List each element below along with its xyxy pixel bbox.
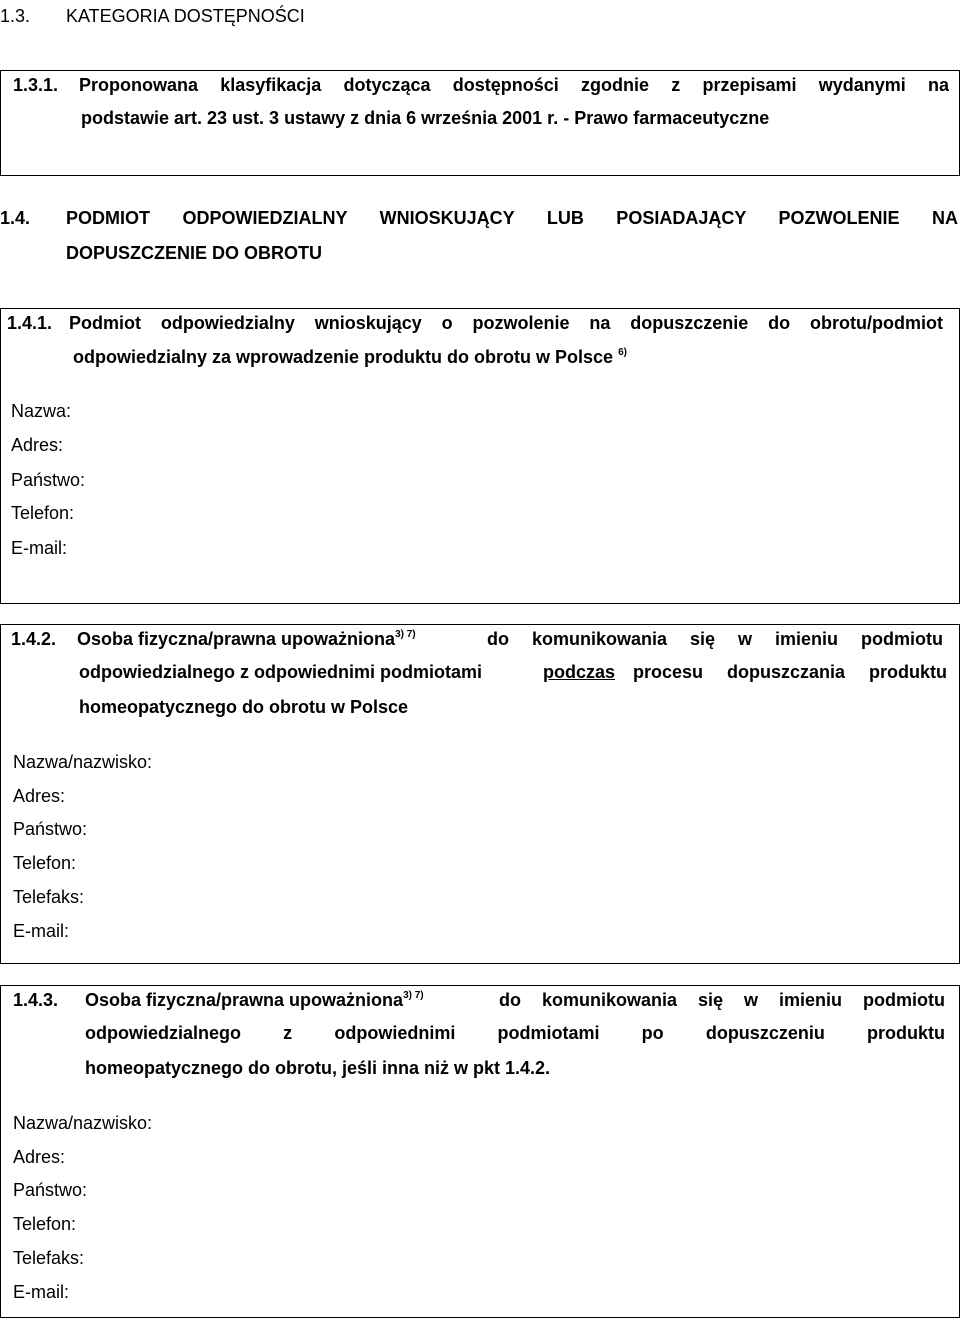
field-nazwa-nazwisko: Nazwa/nazwisko: bbox=[13, 1113, 153, 1133]
field-telefaks: Telefaks: bbox=[13, 887, 85, 907]
item-text-b: do komunikowania się w imieniu podmiotu bbox=[487, 629, 943, 649]
item-text-line-1: Podmiot odpowiedzialny wnioskujący o pozwolenie na dopuszczenie do obrotu/podmiot bbox=[69, 313, 943, 333]
field-telefon: Telefon: bbox=[11, 503, 75, 523]
section-number: 1.3. bbox=[0, 6, 31, 26]
field-telefon: Telefon: bbox=[13, 1214, 77, 1234]
item-number: 1.3.1. bbox=[13, 75, 59, 95]
item-text-line-3: homeopatycznego do obrotu w Polsce bbox=[79, 697, 409, 717]
box-1-4-3 bbox=[0, 985, 960, 1318]
item-text-line-2 bbox=[79, 661, 945, 683]
section-number: 1.4. bbox=[0, 208, 31, 228]
item-text-line-1 bbox=[85, 989, 945, 1011]
field-adres: Adres: bbox=[13, 1147, 66, 1167]
item-text: odpowiedzialny za wprowadzenie produktu do obrotu w Polsce bbox=[73, 347, 614, 367]
field-email: E-mail: bbox=[11, 538, 68, 558]
item-number: 1.4.1. bbox=[7, 313, 53, 333]
item-text-a: Osoba fizyczna/prawna upoważniona bbox=[85, 990, 404, 1010]
item-text-line-3: homeopatycznego do obrotu, jeśli inna niż w pkt 1.4.2. bbox=[85, 1058, 551, 1078]
field-adres: Adres: bbox=[13, 786, 66, 806]
field-panstwo: Państwo: bbox=[13, 1180, 88, 1200]
field-email: E-mail: bbox=[13, 1282, 70, 1302]
field-telefaks: Telefaks: bbox=[13, 1248, 85, 1268]
underlined-word: podczas bbox=[543, 662, 616, 682]
box-1-3-1 bbox=[0, 70, 960, 176]
field-panstwo: Państwo: bbox=[11, 470, 86, 490]
item-number: 1.4.2. bbox=[11, 629, 57, 649]
item-text-line-2: odpowiedzialnego z odpowiednimi podmiotami po dopuszczeniu produktu bbox=[85, 1023, 945, 1043]
box-1-4-2 bbox=[0, 624, 960, 964]
item-text-line-1: Proponowana klasyfikacja dotycząca dostępności zgodnie z przepisami wydanymi na bbox=[79, 75, 949, 95]
item-number: 1.4.3. bbox=[13, 990, 59, 1010]
section-1-3-heading bbox=[0, 6, 305, 26]
item-text-b: procesu dopuszczania produktu bbox=[633, 662, 947, 682]
item-text-line-2: podstawie art. 23 ust. 3 ustawy z dnia 6 września 2001 r. - Prawo farmaceutyczne bbox=[81, 108, 770, 128]
field-nazwa-nazwisko: Nazwa/nazwisko: bbox=[13, 752, 153, 772]
field-adres: Adres: bbox=[11, 435, 64, 455]
item-text-a: odpowiedzialnego z odpowiednimi podmiotami bbox=[79, 662, 482, 682]
field-telefon: Telefon: bbox=[13, 853, 77, 873]
field-panstwo: Państwo: bbox=[13, 819, 88, 839]
field-nazwa: Nazwa: bbox=[11, 401, 72, 421]
field-email: E-mail: bbox=[13, 921, 70, 941]
footnote-marker: 3) 7) bbox=[403, 990, 424, 1001]
item-text-line-1 bbox=[77, 628, 943, 650]
item-text-b: do komunikowania się w imieniu podmiotu bbox=[499, 990, 945, 1010]
footnote-marker: 3) 7) bbox=[395, 629, 416, 640]
footnote-marker: 6) bbox=[618, 347, 627, 358]
section-title: KATEGORIA DOSTĘPNOŚCI bbox=[66, 6, 305, 26]
item-text-a: Osoba fizyczna/prawna upoważniona bbox=[77, 629, 396, 649]
item-text-line-2 bbox=[73, 346, 627, 368]
section-title-line-1: PODMIOT ODPOWIEDZIALNY WNIOSKUJĄCY LUB POSIADAJĄCY POZWOLENIE NA bbox=[66, 208, 958, 228]
section-title-line-2: DOPUSZCZENIE DO OBROTU bbox=[66, 243, 323, 263]
box-1-4-1 bbox=[0, 308, 960, 604]
